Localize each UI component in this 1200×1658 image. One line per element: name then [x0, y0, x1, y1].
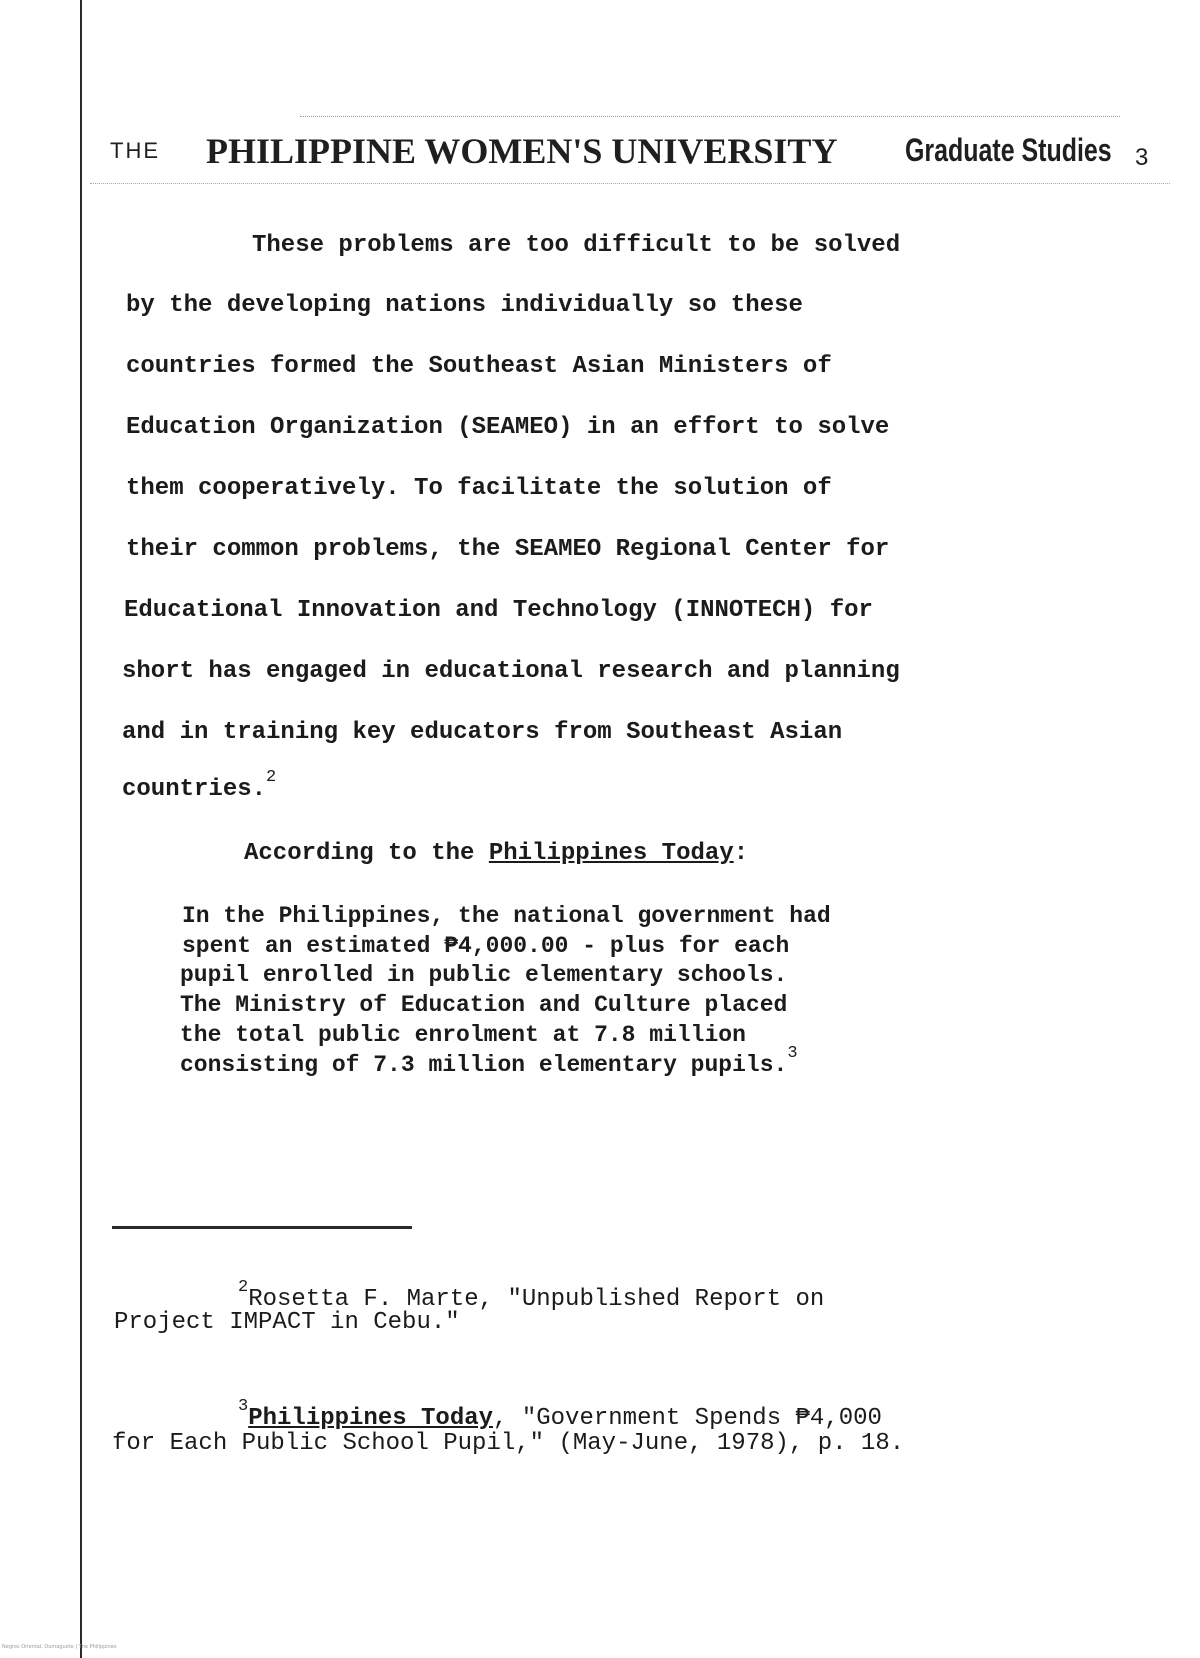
- letterhead-university: PHILIPPINE WOMEN'S UNIVERSITY: [206, 131, 838, 171]
- quote-line-last: [180, 1044, 798, 1078]
- scan-watermark: Negros Oriental, Dumaguete | The Philippines: [2, 1644, 117, 1650]
- quote-last-text: consisting of 7.3 million elementary pupils.: [180, 1052, 788, 1078]
- quote-intro-source: Philippines Today: [488, 840, 734, 867]
- footnote-3-number: 3: [238, 1397, 249, 1416]
- quote-line: pupil enrolled in public elementary schools.: [180, 962, 788, 988]
- footnote-3-source: Philippines Today: [248, 1405, 494, 1432]
- paragraph-line: short has engaged in educational research and planning: [122, 658, 900, 685]
- paragraph-line: Education Organization (SEAMEO) in an effort to solve: [126, 414, 890, 441]
- quote-line: In the Philippines, the national government had: [182, 903, 831, 929]
- footnote-2-number: 2: [238, 1278, 249, 1297]
- letterhead-the: THE: [110, 138, 160, 163]
- footnote-separator: [112, 1226, 412, 1229]
- paragraph-last-text: countries.: [122, 776, 267, 803]
- letterhead-division: Graduate Studies: [905, 132, 1112, 168]
- paragraph-line: These problems are too difficult to be solved: [252, 232, 901, 259]
- quote-line: the total public enrolment at 7.8 million: [180, 1022, 746, 1048]
- paragraph-line: and in training key educators from Southeast Asian: [122, 719, 843, 746]
- quote-intro-colon: :: [733, 840, 749, 867]
- footnote-2-line2: Project IMPACT in Cebu.": [114, 1309, 460, 1336]
- quote-line: The Ministry of Education and Culture placed: [180, 992, 788, 1018]
- footnote-2-text: Rosetta F. Marte, "Unpublished Report on: [248, 1286, 825, 1313]
- header-bottom-rule: [90, 183, 1170, 184]
- footnote-3-text: , "Government Spends ₱4,000: [493, 1405, 882, 1432]
- header-top-rule: [300, 116, 1120, 117]
- paragraph-line: Educational Innovation and Technology (INNOTECH) for: [124, 597, 873, 624]
- paragraph-line: countries formed the Southeast Asian Ministers of: [126, 353, 832, 380]
- paragraph-line-last: [122, 768, 277, 804]
- quote-line: spent an estimated ₱4,000.00 - plus for each: [182, 933, 790, 959]
- footnote-ref-3: 3: [787, 1044, 798, 1063]
- footnote-3-line1: [238, 1397, 882, 1433]
- paragraph-line: their common problems, the SEAMEO Regional Center for: [126, 536, 890, 563]
- quote-intro-text: According to the: [244, 840, 489, 867]
- quote-intro: [244, 840, 748, 868]
- page-binding-edge: [80, 0, 82, 1658]
- footnote-ref-2: 2: [266, 768, 277, 787]
- letterhead: [110, 130, 1170, 180]
- paragraph-line: them cooperatively. To facilitate the solution of: [126, 475, 832, 502]
- footnote-3-line2: for Each Public School Pupil," (May-June, 1978), p. 18.: [112, 1430, 905, 1457]
- page-number: 3: [1135, 144, 1149, 171]
- paragraph-line: by the developing nations individually so these: [126, 292, 803, 319]
